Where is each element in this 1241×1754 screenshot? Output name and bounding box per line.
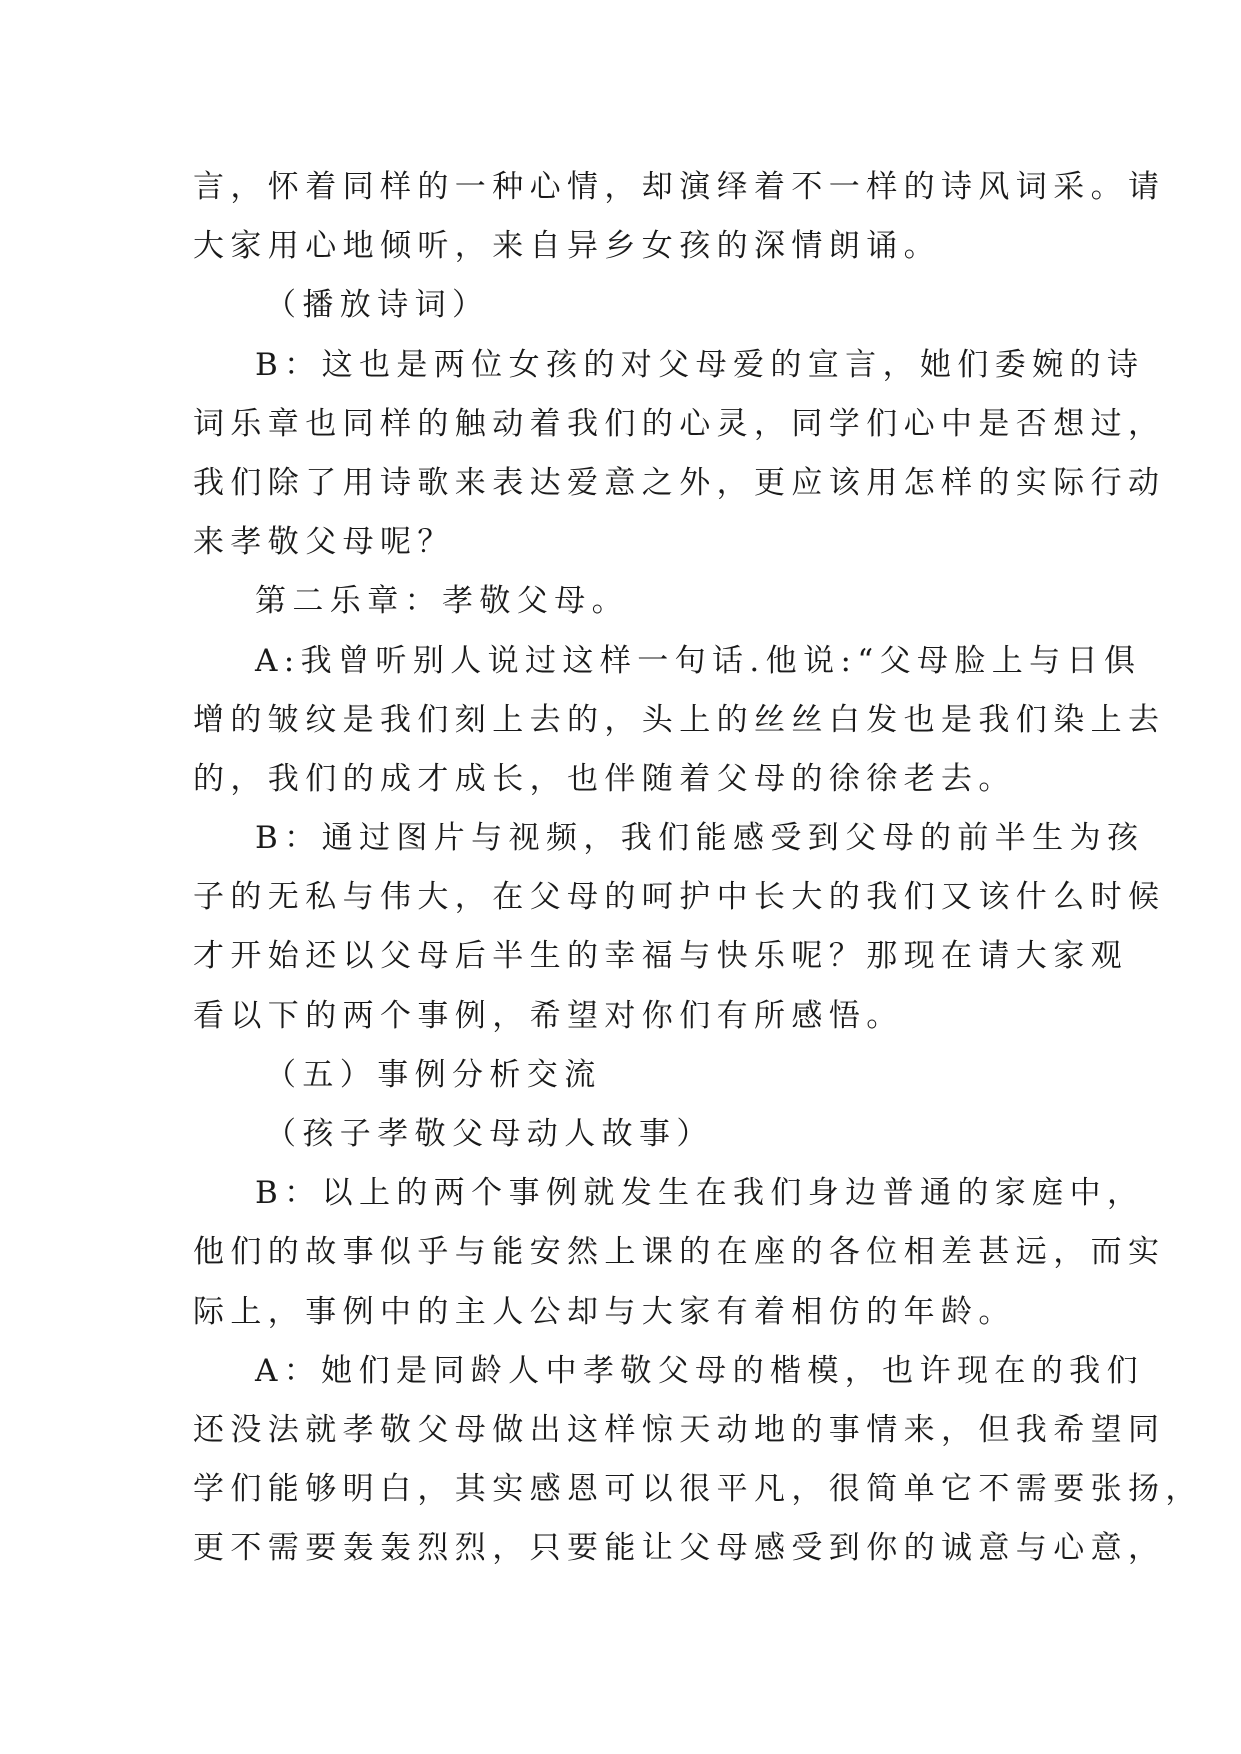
document-body [193,158,1203,1579]
text-line: 词乐章也同样的触动着我们的心灵，同学们心中是否想过， [193,405,1166,442]
text-line: 学们能够明白，其实感恩可以很平凡，很简单它不需要张扬， [193,1471,1203,1508]
text-line: B：通过图片与视频，我们能感受到父母的前半生为孩 [255,820,1145,857]
text-line: 的，我们的成才成长，也伴随着父母的徐徐老去。 [193,760,1016,797]
text-line: 来孝敬父母呢？ [193,524,455,561]
text-line: 大家用心地倾听，来自异乡女孩的深情朗诵。 [193,228,941,265]
text-line: A:我曾听别人说过这样一句话.他说:“父母脸上与日俱 [255,642,1142,679]
text-line: （播放诗词） [265,287,490,324]
text-line: 他们的故事似乎与能安然上课的在座的各位相差甚远，而实 [193,1234,1166,1271]
text-line: A：她们是同龄人中孝敬父母的楷模，也许现在的我们 [255,1352,1144,1389]
text-line: 子的无私与伟大，在父母的呵护中长大的我们又该什么时候 [193,879,1166,916]
text-line: 我们除了用诗歌来表达爱意之外，更应该用怎样的实际行动 [193,464,1166,501]
text-line: 看以下的两个事例，希望对你们有所感悟。 [193,997,904,1034]
text-line: （孩子孝敬父母动人故事） [265,1116,714,1152]
text-line: B：这也是两位女孩的对父母爱的宣言，她们委婉的诗 [255,346,1145,383]
text-line: 际上，事例中的主人公却与大家有着相仿的年龄。 [193,1293,1016,1330]
text-line: B：以上的两个事例就发生在我们身边普通的家庭中， [255,1175,1145,1212]
text-line: 言，怀着同样的一种心情，却演绎着不一样的诗风词采。请 [193,169,1166,205]
section-heading: 第二乐章：孝敬父母。 [255,583,629,620]
text-line: 才开始还以父母后半生的幸福与快乐呢？那现在请大家观 [193,938,1128,975]
section-heading: （五）事例分析交流 [265,1056,602,1093]
text-line: 还没法就孝敬父母做出这样惊天动地的事情来，但我希望同 [193,1411,1166,1448]
text-line: 更不需要轰轰烈烈，只要能让父母感受到你的诚意与心意， [193,1530,1166,1567]
text-line: 增的皱纹是我们刻上去的，头上的丝丝白发也是我们染上去 [193,701,1166,738]
